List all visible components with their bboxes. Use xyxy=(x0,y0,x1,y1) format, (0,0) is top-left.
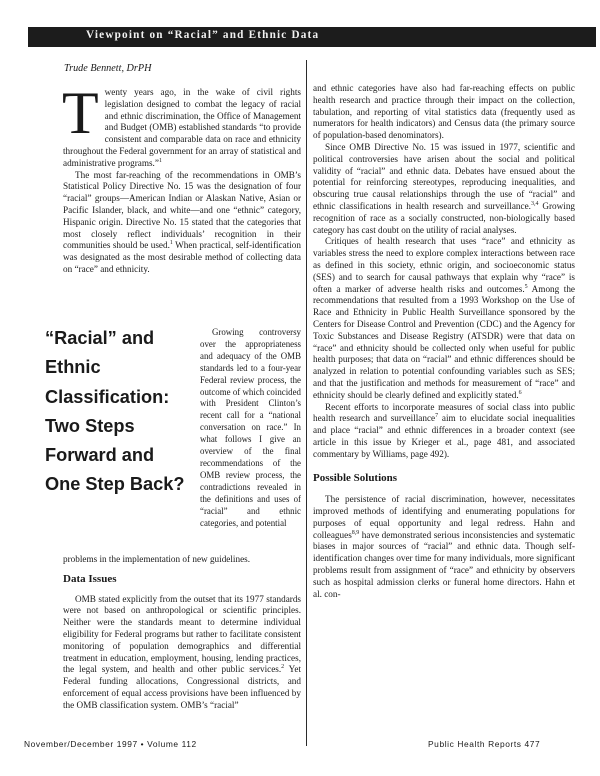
right-column xyxy=(313,83,575,600)
title-line: Forward and xyxy=(45,445,155,466)
left-column-bottom xyxy=(63,554,301,712)
wrap-column xyxy=(200,327,301,529)
title-line: Classification: xyxy=(45,386,170,407)
drop-cap: T xyxy=(62,80,99,146)
column-divider xyxy=(306,60,307,746)
paragraph-review-end: problems in the implementation of new guidelines. xyxy=(63,554,251,564)
paragraph-social-class: Recent efforts to incorporate measures of social class into public health research and surveillance$^7$ aim to elucidate social inequalities and place “racial” and ethnic differences in a broader context (see article in this issue by Krieger et al., page 481, and associated commentary by Williams, page 492). xyxy=(313,401,575,459)
section-heading-possible-solutions: Possible Solutions xyxy=(313,471,398,484)
paragraph-critiques: Critiques of health research that uses “race” and ethnicity as variables stress the need to explore complex interactions between race as defined in this society, ethnic origin, and socioeconomic status (SES) and to search for causal pathways that explain why “race” is often a marker of adverse health risks and outcomes.$^5$ Among the recommendations that resulted from a 1993 Workshop on the Use of Race and Ethnicity in Public Health Surveillance sponsored by the Centers for Disease Control and Prevention (CDC) and the Agency for Toxic Substances and Disease Registry (ATSDR) were that data on “race” and ethnicity should be collected only when useful for public health purposes; that data on “racial” and ethnic differences should be analyzed in relation to potential confounding variables such as SES; and that the justification and methods for measurement of “race” and ethnicity should be clearly defined and explicitly stated.$^6$ xyxy=(313,236,575,400)
footer-issue: November/December 1997 • Volume 112 xyxy=(24,739,197,749)
paragraph-review: Growing controversy over the appropriateness and adequacy of the OMB standards led to a four-year Federal review process, the outcome of which coincided with President Clinton’s recent call for a “national conversation on race.” In what follows I give an overview of the final recommendations of the OMB review process, the contradictions revealed in the definitions and uses of “racial” and ethnic categories, and potential xyxy=(200,327,301,528)
paragraph-controversies: Since OMB Directive No. 15 was issued in 1977, scientific and political controversies have arisen about the social and political validity of “racial” and ethnic data. Debates have ensued about the potential for reinforcing stereotypes, reproducing inequalities, and obscuring true causal relationships through the use of “racial” and ethnic classifications in health research and surveillance.$^{3,4}$ Growing recognition of race as a socially constructed, non-biologically based category has cast doubt on the utility of racial analyses. xyxy=(313,141,576,235)
title-line: “Racial” and xyxy=(45,328,155,348)
title-line: Ethnic xyxy=(45,357,101,378)
section-heading-data-issues: Data Issues xyxy=(63,572,117,585)
title-line: One Step Back? xyxy=(45,474,185,495)
paragraph-vital-statistics: and ethnic categories have also had far-reaching effects on public health research and practice through their impact on the collection, tabulation, and reporting of vital statistics data (frequently used as numerators for health indicators) and Census data (the primary source of population-based denominators). xyxy=(313,83,575,141)
paragraph-data-issues: OMB stated explicitly from the outset that its 1977 standards were not based on anthropological or scientific principles. Neither were the standards meant to determine individual eligibility for Federal programs but rather to facilitate consistent monitoring of population demographics and differential treatment in education, employment, housing, lending practices, the legal system, and health and other public services.$^2$ Yet Federal funding allocations, Congressional districts, and enforcement of equal access provisions have been influenced by the OMB classification system. OMB’s “racial” xyxy=(63,593,301,710)
left-column-top xyxy=(62,80,301,276)
article-title xyxy=(45,324,195,500)
intro-paragraph: wenty years ago, in the wake of civil rights legislation designed to combat the legacy of racial and ethnic discrimination, the Office of Management and Budget (OMB) established standards “to provide consistent and comparable data on race and ethnicity throughout the Federal government for an array of statistical and administrative programs.”$^1$ xyxy=(63,87,301,168)
footer-journal-page: Public Health Reports 477 xyxy=(428,739,541,749)
banner-title: Viewpoint on “Racial” and Ethnic Data xyxy=(86,29,320,41)
paragraph-solutions: The persistence of racial discrimination, however, necessitates improved methods of identifying and enumerating populations for purposes of equal opportunity and legal redress. Hahn and colleagues$^{8,9}$ have demonstrated serious inconsistencies and systematic biases in major sources of “racial” and ethnic data. Though self-identification changes over time for many individuals, more significant problems result from assignment of “race” and ethnicity by observers such as hospital admission clerks or funeral home directors. Hahn et al. con- xyxy=(313,494,575,599)
title-line: Two Steps xyxy=(45,415,135,436)
author-byline: Trude Bennett, DrPH xyxy=(64,63,152,74)
header-banner xyxy=(28,27,596,47)
paragraph-directive: The most far-reaching of the recommendations in OMB’s Statistical Policy Directive No. 15 was the designation of four “racial” groups—American Indian or Alaskan Native, Asian or Pacific Islander, black, and white—and one “ethnic” category, Hispanic origin. Directive No. 15 stated that the categories that most closely reflect individuals’ recognition in their communities should be used.$^1$ When practical, self-identification was designated as the most desirable method of collecting data on “race” and ethnicity. xyxy=(63,169,301,274)
